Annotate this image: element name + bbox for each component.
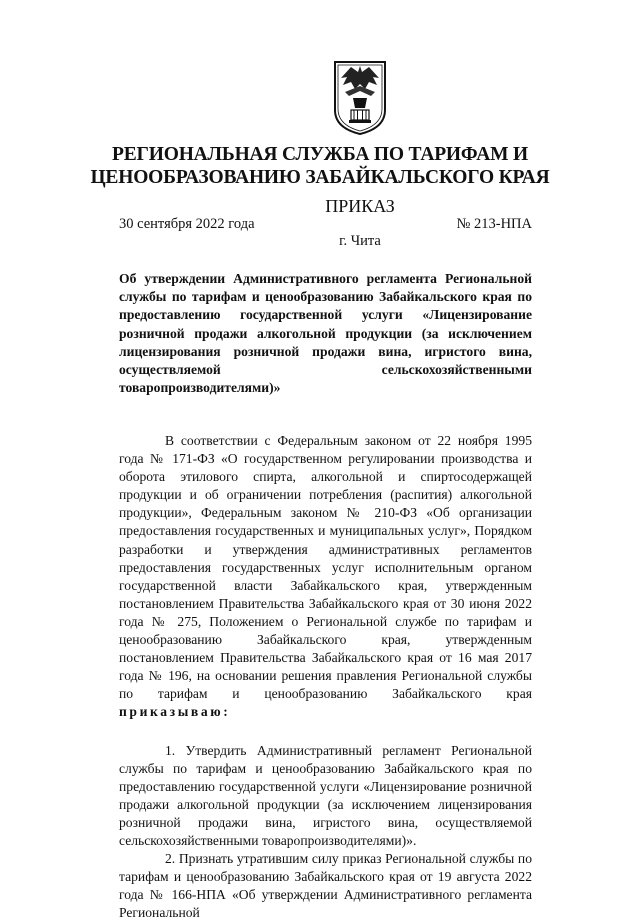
issuer-title-line1: РЕГИОНАЛЬНАЯ СЛУЖБА ПО ТАРИФАМ И [112,144,528,165]
document-type: ПРИКАЗ [325,196,395,216]
resolve-word: приказываю: [119,704,231,720]
item-paragraph-2: 2. Признать утратившим силу приказ Региональной службы по тарифам и ценообразованию Забайкальского края от 19 августа 2022 года № 166-НПА «Об утверждении Административного регламента Региональной [119,851,532,921]
order-body [119,432,532,922]
order-heading: Об утверждении Административного регламента Региональной службы по тарифам и ценообразованию Забайкальского края по предоставлению государственной услуги «Лицензирование розничной продажи алкогольной продукции (за исключением лицензирования розничной продажи вина, игристого вина, осуществляемой сельскохозяйственными товаропроизводителями)» [119,271,532,396]
city: г. Чита [339,233,381,249]
order-number: № 213-НПА [456,216,532,232]
preamble-paragraph [119,432,532,722]
item-paragraph-1: 1. Утвердить Административный регламент Региональной службы по тарифам и ценообразованию Забайкальского края по предоставлению государственной услуги «Лицензирование розничной продажи алкогольной продукции (за исключением лицензирования розничной продажи вина, игристого вина, осуществляемой сельскохозяйственными товаропроизводителями)». [119,742,532,848]
order-date: 30 сентября 2022 года [119,216,255,232]
preamble-text: В соответствии с Федеральным законом от 22 ноября 1995 года № 171-ФЗ «О государственном регулировании производства и оборота этилового спирта, алкогольной и спиртосодержащей продукции и об ограничении потребления (распития) алкогольной продукции», Федеральным законом № 210-ФЗ «Об организации предоставления государственных и муниципальных услуг», Порядком разработки и утверждения административных регламентов предоставления государственных услуг исполнительным органом государственной власти Забайкальского края, утвержденным постановлением Правительства Забайкальского края от 30 июня 2022 года № 275, Положением о Региональной службе по тарифам и ценообразованию Забайкальского края, утвержденным постановлением Правительства Забайкальского края от 16 мая 2017 года № 196, на основании решения правления Региональной службы по тарифам и ценообразованию Забайкальского края [119,433,532,702]
issuer-title-line2: ЦЕНООБРАЗОВАНИЮ ЗАБАЙКАЛЬСКОГО КРАЯ [90,167,550,188]
coat-of-arms-emblem [331,58,389,136]
